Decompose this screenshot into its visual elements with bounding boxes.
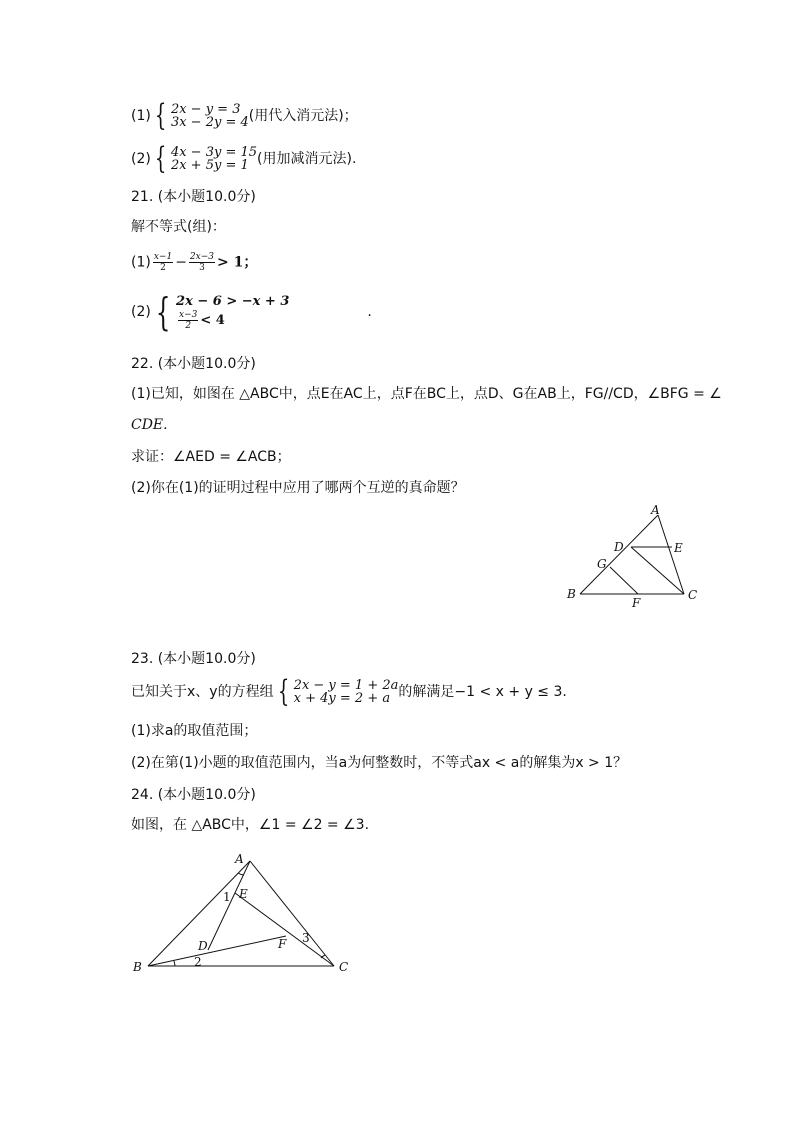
q22-line3: 求证：∠AED = ∠ACB； [131,449,291,465]
segment-bf [148,936,286,966]
q21-header: 21. (本小题10.0分) [131,189,256,205]
inequality-row [176,310,289,331]
q23-header: 23. (本小题10.0分) [131,651,256,667]
label-f: F [278,937,287,951]
brace-icon: { [154,98,167,133]
equation-system [151,98,249,133]
q22-line4: (2)你在(1)的证明过程中应用了哪两个互逆的真命题？ [131,480,465,496]
q21-part2 [131,290,372,334]
denominator: 2 [185,321,192,331]
equation-row: x + 4y = 2 + a [293,691,391,706]
part-number: (1) [131,254,151,271]
label-e: E [674,541,683,555]
operator: − [175,254,187,271]
label-angle-1: 1 [223,890,231,904]
q20-part1 [131,98,358,133]
period: . [367,304,372,320]
statement-pre: 已知关于x、y的方程组 [131,684,274,700]
label-angle-3: 3 [302,931,310,945]
label-c: C [339,960,349,974]
q22-triangle-figure [560,500,710,615]
label-d: D [614,540,624,554]
fraction [178,310,198,331]
numerator: x−1 [153,252,173,262]
q22-line1: (1)已知，如图在 △ABC中，点E在AC上，点F在BC上，点D、G在AB上，FG//CD，∠BFG = ∠ [131,386,722,402]
equation-row: 2x + 5y = 1 [170,158,249,173]
part-number: (2) [131,151,151,167]
numerator: x−3 [179,310,198,320]
equation-row: 4x − 3y = 15 [170,145,258,160]
equation-system [274,674,399,709]
q23-part1: (1)求a的取值范围； [131,723,258,739]
label-b: B [133,960,142,974]
inequality-rest: > 1； [217,254,258,271]
label-angle-2: 2 [194,955,202,969]
fraction [189,252,215,273]
angle2-arc [174,961,175,966]
statement-post: 的解满足−1 < x + y ≤ 3. [398,684,567,700]
segment-ad [208,861,250,950]
segment-fg [610,567,638,594]
side-ab [580,515,658,594]
inequality-system [151,290,290,334]
denominator: 2 [160,263,166,273]
q20-part2 [131,141,357,176]
label-a: A [651,503,660,517]
part-number: (2) [131,304,151,320]
equation-row: 2x − y = 3 [170,102,241,117]
fraction [153,252,173,273]
brace-icon: { [277,674,289,709]
equation-row: 2x − y = 1 + 2a [293,678,399,693]
label-g: G [597,557,607,571]
equation-system [151,141,258,176]
q21-intro: 解不等式(组)： [131,219,226,235]
q22-line2: CDE. [131,417,168,433]
method-note: (用代入消元法)； [248,108,358,124]
inequality-row: 2x − 6 > −x + 3 [176,294,290,309]
q22-header: 22. (本小题10.0分) [131,356,256,372]
equation-row: 3x − 2y = 4 [170,115,249,130]
label-f: F [632,596,641,610]
label-a: A [235,852,244,866]
q23-part2: (2)在第(1)小题的取值范围内，当a为何整数时，不等式ax < a的解集为x > 1？ [131,755,628,771]
label-e: E [239,887,248,901]
label-c: C [688,588,698,602]
q21-part1 [131,252,257,273]
brace-icon: { [155,290,171,334]
numerator: 2x−3 [189,252,214,262]
inequality-rest: < 4 [200,313,225,328]
q24-triangle-figure [128,848,358,978]
label-d: D [198,939,208,953]
method-note: (用加减消元法). [257,151,357,167]
q23-statement [131,674,567,709]
label-b: B [567,587,576,601]
denominator: 3 [199,263,205,273]
brace-icon: { [154,141,167,176]
part-number: (1) [131,108,151,124]
angle1-arc [238,873,244,875]
q24-header: 24. (本小题10.0分) [131,787,256,803]
q24-line1: 如图，在 △ABC中，∠1 = ∠2 = ∠3. [131,817,370,833]
